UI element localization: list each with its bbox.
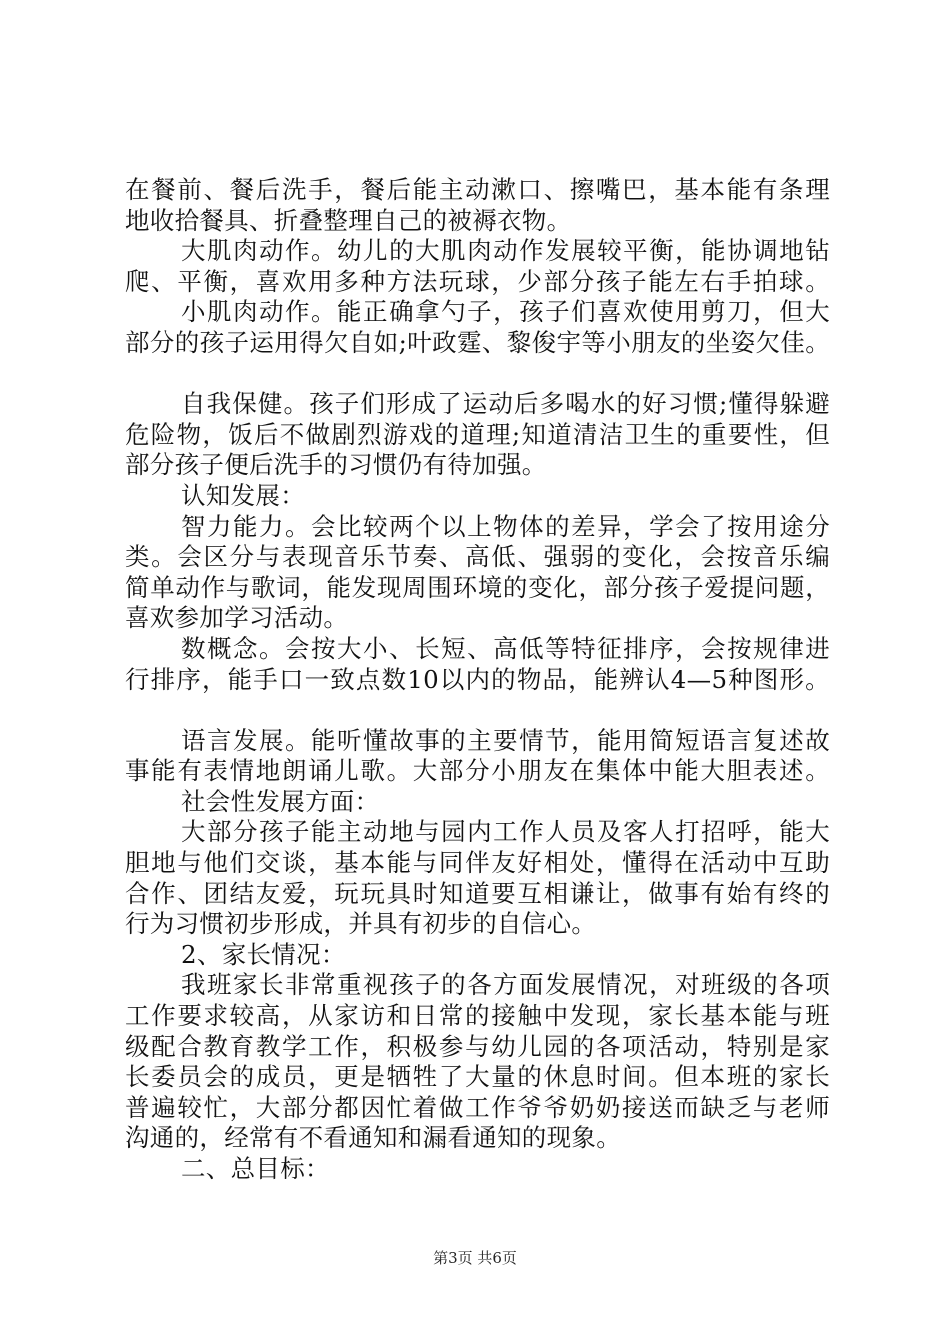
heading-parents-situation: 2、家长情况：	[181, 939, 346, 969]
text-line: 事能有表情地朗诵儿歌。大部分小朋友在集体中能大胆表述。	[125, 756, 830, 786]
blank-line	[125, 359, 830, 390]
paragraph-intelligence: 智力能力。会比较两个以上物体的差异，学会了按用途分	[181, 511, 830, 541]
text-line: 行为习惯初步形成，并具有初步的自信心。	[125, 909, 597, 939]
text-line: 沟通的，经常有不看通知和漏看通知的现象。	[125, 1123, 621, 1153]
text-line: 工作要求较高，从家访和日常的接触中发现，家长基本能与班	[125, 1001, 830, 1031]
text-line: 类。会区分与表现音乐节奏、高低、强弱的变化，会按音乐编	[125, 542, 830, 572]
text-line: 在餐前、餐后洗手，餐后能主动漱口、擦嘴巴，基本能有条理	[125, 175, 830, 204]
paragraph-parents: 我班家长非常重视孩子的各方面发展情况，对班级的各项	[181, 970, 830, 1000]
text-line: 简单动作与歌词，能发现周围环境的变化，部分孩子爱提问题，	[125, 572, 830, 602]
heading-overall-goals: 二、总目标：	[181, 1154, 330, 1183]
paragraph-gross-motor: 大肌肉动作。幼儿的大肌肉动作发展较平衡，能协调地钻	[181, 236, 830, 266]
page-number-footer: 第3页 共6页	[433, 1249, 517, 1267]
text-line: 危险物，饭后不做剧烈游戏的道理;知道清洁卫生的重要性，但	[125, 419, 830, 449]
text-line: 合作、团结友爱，玩玩具时知道要互相谦让，做事有始有终的	[125, 878, 830, 908]
paragraph-language: 语言发展。能听懂故事的主要情节，能用简短语言复述故	[181, 725, 830, 755]
text-line: 爬、平衡，喜欢用多种方法玩球，少部分孩子能左右手拍球。	[125, 266, 830, 296]
text-line: 部分的孩子运用得欠自如;叶政霆、黎俊宇等小朋友的坐姿欠佳。	[125, 327, 830, 357]
paragraph-social: 大部分孩子能主动地与园内工作人员及客人打招呼，能大	[181, 817, 830, 847]
text-line: 部分孩子便后洗手的习惯仍有待加强。	[125, 450, 547, 480]
heading-cognitive-development: 认知发展：	[181, 480, 305, 510]
blank-line	[125, 695, 830, 726]
heading-social-development: 社会性发展方面：	[181, 786, 380, 816]
text-line: 级配合教育教学工作，积极参与幼儿园的各项活动，特别是家	[125, 1031, 830, 1061]
paragraph-number-concept: 数概念。会按大小、长短、高低等特征排序，会按规律进	[181, 633, 830, 663]
paragraph-self-care: 自我保健。孩子们形成了运动后多喝水的好习惯;懂得躲避	[181, 389, 830, 419]
text-line: 胆地与他们交谈，基本能与同伴友好相处，懂得在活动中互助	[125, 848, 830, 878]
text-line: 普遍较忙，大部分都因忙着做工作爷爷奶奶接送而缺乏与老师	[125, 1092, 830, 1122]
text-line: 喜欢参加学习活动。	[125, 603, 349, 633]
text-line: 行排序，能手口一致点数10以内的物品，能辨认4—5种图形。	[125, 664, 830, 694]
paragraph-fine-motor: 小肌肉动作。能正确拿勺子，孩子们喜欢使用剪刀，但大	[181, 297, 830, 327]
document-body	[125, 175, 830, 1185]
text-line: 地收拾餐具、折叠整理自己的被褥衣物。	[125, 205, 572, 235]
text-line: 长委员会的成员，更是牺牲了大量的休息时间。但本班的家长	[125, 1062, 830, 1092]
